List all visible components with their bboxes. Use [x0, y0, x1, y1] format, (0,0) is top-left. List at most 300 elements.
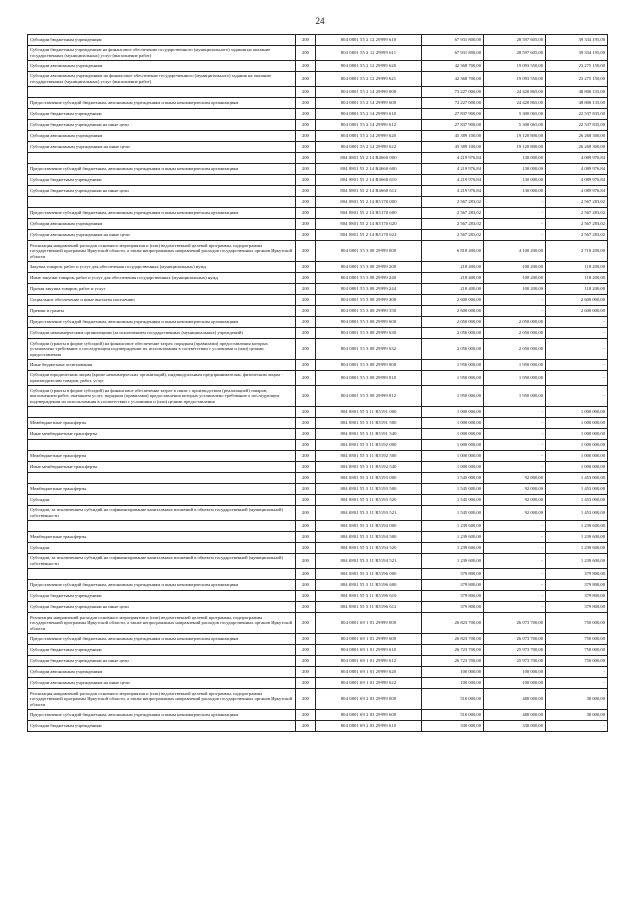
item-name-cell: Субсидии бюджетным учреждениям на финансовое обеспечение государственного (муниципального) задания на оказание государственных (муниципальных) услуг (выполнение работ) [28, 46, 296, 61]
executed-amount-cell: 130 000,00 [484, 164, 546, 175]
table-row [28, 208, 608, 219]
approved-amount-cell: 510 000,00 [422, 710, 484, 721]
approved-amount-cell: 26 723 700,00 [422, 645, 484, 656]
budget-code-cell: 804 0801 55 2 14 R4660 610 [316, 175, 422, 186]
admin-code-cell: 200 [296, 72, 316, 87]
table-row [28, 164, 608, 175]
admin-code-cell: 200 [296, 543, 316, 554]
budget-code-cell: 804 0801 55 3 11 R5192 000 [316, 440, 422, 451]
table-row [28, 273, 608, 284]
approved-amount-cell: 1 545 000,00 [422, 495, 484, 506]
item-name-cell: Иные закупки товаров, работ и услуг для обеспечения государственных (муниципальных) нужд [28, 273, 296, 284]
table-row [28, 634, 608, 645]
remaining-amount-cell: 1 453 000,00 [546, 484, 608, 495]
remaining-amount-cell: 1 453 000,00 [546, 506, 608, 521]
item-name-cell: Реализация направлений расходов основного мероприятия и (или) ведомственной целевой программы, подпрограммы государственной программы Иркутской области, а также непрограммных направлений расходов государственных органов Иркутской области [28, 689, 296, 710]
approved-amount-cell: 2 567 283,02 [422, 197, 484, 208]
budget-code-cell: 804 0801 55 3 11 R5194 000 [316, 521, 422, 532]
remaining-amount-cell: 750 000,00 [546, 634, 608, 645]
table-row [28, 462, 608, 473]
budget-code-cell: 804 0801 69 2 03 29999 610 [316, 721, 422, 732]
item-name-cell: Субсидии автономным учреждениям [28, 61, 296, 72]
admin-code-cell: 200 [296, 532, 316, 543]
admin-code-cell: 200 [296, 580, 316, 591]
table-row [28, 521, 608, 532]
item-name-cell: Иные межбюджетные трансферты [28, 462, 296, 473]
table-row [28, 109, 608, 120]
table-row [28, 72, 608, 87]
admin-code-cell: 200 [296, 87, 316, 98]
admin-code-cell: 200 [296, 317, 316, 328]
table-row [28, 721, 608, 732]
budget-code-cell: 804 0801 55 2 14 R4660 600 [316, 164, 422, 175]
budget-code-cell: 804 0801 55 2 14 R5170 620 [316, 219, 422, 230]
budget-code-cell: 804 0801 55 2 12 29999 610 [316, 35, 422, 46]
executed-amount-cell: 92 000,00 [484, 506, 546, 521]
admin-code-cell: 200 [296, 473, 316, 484]
item-name-cell: Субсидии автономным учреждениям на иные цели [28, 230, 296, 241]
approved-amount-cell: 1 000 000,00 [422, 418, 484, 429]
item-name-cell: Субсидии автономным учреждениям [28, 131, 296, 142]
executed-amount-cell: 26 073 700,00 [484, 613, 546, 634]
remaining-amount-cell: 2 567 283,02 [546, 208, 608, 219]
admin-code-cell: 200 [296, 634, 316, 645]
table-row [28, 241, 608, 262]
remaining-amount-cell: 750 000,00 [546, 656, 608, 667]
budget-code-cell: 804 0801 55 3 11 R5196 610 [316, 591, 422, 602]
remaining-amount-cell: 23 275 150,00 [546, 61, 608, 72]
executed-amount-cell: 92 000,00 [484, 495, 546, 506]
executed-amount-cell: 100 000,00 [484, 667, 546, 678]
executed-amount-cell: - [484, 295, 546, 306]
table-row [28, 131, 608, 142]
item-name-cell: Субсидии бюджетным учреждениям на иные цели [28, 120, 296, 131]
table-row [28, 429, 608, 440]
budget-code-cell: 804 0801 55 2 12 29999 620 [316, 61, 422, 72]
executed-amount-cell: 130 000,00 [484, 153, 546, 164]
admin-code-cell: 200 [296, 241, 316, 262]
admin-code-cell: 200 [296, 98, 316, 109]
remaining-amount-cell: 2 567 283,02 [546, 230, 608, 241]
admin-code-cell: 200 [296, 186, 316, 197]
remaining-amount-cell: - [546, 678, 608, 689]
item-name-cell: Субсидии бюджетным учреждениям на иные цели [28, 602, 296, 613]
remaining-amount-cell: 2 718 200,00 [546, 241, 608, 262]
admin-code-cell: 200 [296, 109, 316, 120]
item-name-cell: Межбюджетные трансферты [28, 484, 296, 495]
budget-code-cell: 804 0801 55 3 08 29999 632 [316, 339, 422, 360]
budget-code-cell: 804 0801 55 2 14 29999 622 [316, 142, 422, 153]
table-row [28, 360, 608, 371]
remaining-amount-cell: - [546, 360, 608, 371]
remaining-amount-cell: 30 000,00 [546, 689, 608, 710]
remaining-amount-cell: 2 567 283,02 [546, 197, 608, 208]
budget-code-cell: 804 0801 55 3 11 R5196 612 [316, 602, 422, 613]
remaining-amount-cell: - [546, 386, 608, 407]
remaining-amount-cell: 379 800,00 [546, 569, 608, 580]
table-row [28, 98, 608, 109]
table-row [28, 386, 608, 407]
approved-amount-cell: 45 389 100,00 [422, 131, 484, 142]
approved-amount-cell: 379 800,00 [422, 569, 484, 580]
remaining-amount-cell: 39 334 195,00 [546, 46, 608, 61]
approved-amount-cell: 1 239 600,00 [422, 554, 484, 569]
remaining-amount-cell: 30 000,00 [546, 710, 608, 721]
budget-code-cell: 804 0801 69 1 01 29999 610 [316, 645, 422, 656]
admin-code-cell: 200 [296, 554, 316, 569]
executed-amount-cell: 2 050 000,00 [484, 328, 546, 339]
remaining-amount-cell: 39 334 195,00 [546, 35, 608, 46]
executed-amount-cell: 1 950 000,00 [484, 386, 546, 407]
executed-amount-cell: 130 000,00 [484, 186, 546, 197]
table-row [28, 473, 608, 484]
approved-amount-cell: 4 219 976,84 [422, 186, 484, 197]
executed-amount-cell: 92 000,00 [484, 484, 546, 495]
approved-amount-cell: 1 000 000,00 [422, 407, 484, 418]
item-name-cell: Предоставление субсидий бюджетным, автономным учреждениям и иным некоммерческим организациям [28, 710, 296, 721]
admin-code-cell: 200 [296, 219, 316, 230]
remaining-amount-cell: 1 000 000,00 [546, 418, 608, 429]
remaining-amount-cell: 26 268 300,00 [546, 131, 608, 142]
executed-amount-cell: 2 050 000,00 [484, 339, 546, 360]
approved-amount-cell: 4 219 976,84 [422, 175, 484, 186]
remaining-amount-cell: 1 000 000,00 [546, 407, 608, 418]
executed-amount-cell: 2 050 000,00 [484, 317, 546, 328]
executed-amount-cell: 19 120 800,00 [484, 142, 546, 153]
budget-code-cell: 804 0801 55 3 11 R5191 540 [316, 429, 422, 440]
table-row [28, 613, 608, 634]
budget-code-cell: 804 0801 55 2 14 29999 600 [316, 98, 422, 109]
approved-amount-cell: 6 818 400,00 [422, 241, 484, 262]
admin-code-cell: 200 [296, 495, 316, 506]
budget-code-cell: 804 0801 55 3 08 29999 200 [316, 262, 422, 273]
table-row [28, 230, 608, 241]
executed-amount-cell: 5 300 065,00 [484, 120, 546, 131]
budget-code-cell: 804 0801 55 3 11 R5196 000 [316, 569, 422, 580]
table-row [28, 295, 608, 306]
item-name-cell: Межбюджетные трансферты [28, 418, 296, 429]
budget-code-cell: 804 0801 55 2 14 29999 620 [316, 131, 422, 142]
remaining-amount-cell: 1 239 600,00 [546, 532, 608, 543]
remaining-amount-cell: 750 000,00 [546, 645, 608, 656]
admin-code-cell: 200 [296, 602, 316, 613]
admin-code-cell: 200 [296, 35, 316, 46]
remaining-amount-cell: 1 239 600,00 [546, 543, 608, 554]
executed-amount-cell: - [484, 429, 546, 440]
remaining-amount-cell: 4 089 976,84 [546, 164, 608, 175]
executed-amount-cell: - [484, 580, 546, 591]
table-row [28, 656, 608, 667]
item-name-cell: Межбюджетные трансферты [28, 451, 296, 462]
table-row [28, 710, 608, 721]
item-name-cell: Субсидии бюджетным учреждениям [28, 591, 296, 602]
executed-amount-cell: 24 420 865,00 [484, 87, 546, 98]
remaining-amount-cell: 379 800,00 [546, 580, 608, 591]
approved-amount-cell: 1 000 000,00 [422, 451, 484, 462]
admin-code-cell: 200 [296, 295, 316, 306]
table-row [28, 645, 608, 656]
approved-amount-cell: 1 950 000,00 [422, 360, 484, 371]
executed-amount-cell: 100 200,00 [484, 273, 546, 284]
item-name-cell [28, 473, 296, 484]
admin-code-cell: 200 [296, 613, 316, 634]
executed-amount-cell: 25 973 700,00 [484, 656, 546, 667]
remaining-amount-cell: 118 200,00 [546, 262, 608, 273]
table-row [28, 440, 608, 451]
executed-amount-cell: 28 597 605,00 [484, 46, 546, 61]
table-row [28, 689, 608, 710]
executed-amount-cell: - [484, 418, 546, 429]
admin-code-cell: 200 [296, 339, 316, 360]
remaining-amount-cell: - [546, 371, 608, 386]
budget-code-cell: 804 0801 69 1 01 29999 600 [316, 634, 422, 645]
approved-amount-cell: 218 400,00 [422, 284, 484, 295]
remaining-amount-cell: - [546, 721, 608, 732]
admin-code-cell: 200 [296, 484, 316, 495]
remaining-amount-cell: 23 275 150,00 [546, 72, 608, 87]
executed-amount-cell: 26 073 700,00 [484, 634, 546, 645]
item-name-cell: Реализация направлений расходов основного мероприятия и (или) ведомственной целевой программы, подпрограммы государственной программы Иркутской области, а также непрограммных направлений расходов государственных органов Иркутской области [28, 241, 296, 262]
budget-code-cell: 804 0801 55 3 08 29999 240 [316, 273, 422, 284]
table-row [28, 371, 608, 386]
remaining-amount-cell: 22 537 835,00 [546, 120, 608, 131]
item-name-cell: Реализация направлений расходов основного мероприятия и (или) ведомственной целевой программы, подпрограммы государственной программы Иркутской области, а также непрограммных направлений расходов государственных органов Иркутской области [28, 613, 296, 634]
executed-amount-cell: - [484, 230, 546, 241]
table-row [28, 667, 608, 678]
executed-amount-cell: - [484, 602, 546, 613]
approved-amount-cell: 2 050 000,00 [422, 317, 484, 328]
budget-code-cell: 804 0801 55 3 08 29999 300 [316, 295, 422, 306]
executed-amount-cell: 5 300 065,00 [484, 109, 546, 120]
remaining-amount-cell: 1 239 600,00 [546, 554, 608, 569]
table-row [28, 186, 608, 197]
executed-amount-cell: - [484, 554, 546, 569]
item-name-cell: Премии и гранты [28, 306, 296, 317]
item-name-cell: Предоставление субсидий бюджетным, автономным учреждениям и иным некоммерческим организациям [28, 164, 296, 175]
executed-amount-cell: 4 100 200,00 [484, 241, 546, 262]
budget-code-cell: 804 0801 69 1 01 29999 612 [316, 656, 422, 667]
executed-amount-cell: - [484, 521, 546, 532]
executed-amount-cell: - [484, 462, 546, 473]
admin-code-cell: 200 [296, 230, 316, 241]
item-name-cell: Предоставление субсидий бюджетным, автономным учреждениям и иным некоммерческим организациям [28, 98, 296, 109]
approved-amount-cell: 27 837 900,00 [422, 120, 484, 131]
table-row [28, 532, 608, 543]
executed-amount-cell: 24 420 865,00 [484, 98, 546, 109]
table-row [28, 339, 608, 360]
admin-code-cell: 200 [296, 678, 316, 689]
executed-amount-cell: 25 973 700,00 [484, 645, 546, 656]
admin-code-cell: 200 [296, 142, 316, 153]
approved-amount-cell: 2 600 000,00 [422, 306, 484, 317]
budget-code-cell: 804 0801 55 3 11 R5193 521 [316, 506, 422, 521]
approved-amount-cell: 379 800,00 [422, 580, 484, 591]
approved-amount-cell: 73 227 000,00 [422, 87, 484, 98]
item-name-cell: Закупка товаров, работ и услуг для обеспечения государственных (муниципальных) нужд [28, 262, 296, 273]
table-row [28, 219, 608, 230]
item-name-cell: Субсидии автономным учреждениям на иные цели [28, 142, 296, 153]
budget-code-cell: 804 0801 55 3 11 R5194 521 [316, 554, 422, 569]
remaining-amount-cell: 1 000 000,00 [546, 451, 608, 462]
executed-amount-cell: 19 120 800,00 [484, 131, 546, 142]
table-row [28, 46, 608, 61]
admin-code-cell: 200 [296, 386, 316, 407]
remaining-amount-cell: 4 089 976,84 [546, 175, 608, 186]
table-row [28, 554, 608, 569]
admin-code-cell: 200 [296, 462, 316, 473]
admin-code-cell: 200 [296, 451, 316, 462]
remaining-amount-cell: 379 800,00 [546, 602, 608, 613]
approved-amount-cell: 379 800,00 [422, 602, 484, 613]
remaining-amount-cell: 118 200,00 [546, 284, 608, 295]
remaining-amount-cell: - [546, 328, 608, 339]
approved-amount-cell: 2 050 000,00 [422, 339, 484, 360]
executed-amount-cell: - [484, 407, 546, 418]
budget-code-cell: 804 0801 55 3 11 R5192 500 [316, 451, 422, 462]
budget-code-cell: 804 0801 55 2 12 29999 621 [316, 72, 422, 87]
remaining-amount-cell: 379 800,00 [546, 591, 608, 602]
remaining-amount-cell: 22 537 835,00 [546, 109, 608, 120]
approved-amount-cell: 26 723 700,00 [422, 656, 484, 667]
budget-code-cell: 804 0801 55 3 11 R5191 500 [316, 418, 422, 429]
approved-amount-cell: 218 400,00 [422, 273, 484, 284]
approved-amount-cell: 1 239 600,00 [422, 543, 484, 554]
budget-code-cell: 804 0801 55 2 14 R5170 600 [316, 208, 422, 219]
item-name-cell: Субсидии автономным учреждениям на иные цели [28, 678, 296, 689]
item-name-cell [28, 407, 296, 418]
approved-amount-cell: 45 389 100,00 [422, 142, 484, 153]
budget-code-cell: 804 0801 55 3 11 R5196 600 [316, 580, 422, 591]
item-name-cell: Предоставление субсидий бюджетным, автономным учреждениям и иным некоммерческим организациям [28, 317, 296, 328]
item-name-cell: Субсидии юридическим лицам (кроме некоммерческих организаций), индивидуальным предпринимателям, физическим лицам - производителям товаров, работ, услуг [28, 371, 296, 386]
table-row [28, 678, 608, 689]
table-row [28, 543, 608, 554]
budget-code-cell: 804 0801 55 2 14 R4660 000 [316, 153, 422, 164]
budget-code-cell: 804 0801 55 3 11 R5193 500 [316, 484, 422, 495]
item-name-cell: Субсидии бюджетным учреждениям [28, 35, 296, 46]
approved-amount-cell: 1 545 000,00 [422, 484, 484, 495]
remaining-amount-cell: 4 089 976,84 [546, 186, 608, 197]
approved-amount-cell: 2 050 000,00 [422, 328, 484, 339]
admin-code-cell: 200 [296, 262, 316, 273]
item-name-cell: Иные межбюджетные трансферты [28, 429, 296, 440]
admin-code-cell: 200 [296, 689, 316, 710]
admin-code-cell: 200 [296, 208, 316, 219]
budget-code-cell: 804 0801 55 3 11 R5193 000 [316, 473, 422, 484]
item-name-cell: Субсидии, за исключением субсидий на софинансирование капитальных вложений в объекты государственной (муниципальной) собственности [28, 506, 296, 521]
budget-code-cell: 804 0801 55 2 14 R5170 622 [316, 230, 422, 241]
admin-code-cell: 200 [296, 721, 316, 732]
budget-code-cell: 804 0801 69 1 01 29999 622 [316, 678, 422, 689]
item-name-cell: Субсидии бюджетным учреждениям [28, 721, 296, 732]
budget-code-cell: 804 0801 69 2 03 29999 600 [316, 710, 422, 721]
approved-amount-cell: 2 567 283,02 [422, 219, 484, 230]
approved-amount-cell: 1 950 000,00 [422, 371, 484, 386]
table-row [28, 120, 608, 131]
executed-amount-cell: 1 950 000,00 [484, 371, 546, 386]
item-name-cell: Субсидии бюджетным учреждениям [28, 645, 296, 656]
remaining-amount-cell: 2 600 000,00 [546, 295, 608, 306]
executed-amount-cell: - [484, 591, 546, 602]
item-name-cell: Субсидии, за исключением субсидий на софинансирование капитальных вложений в объекты государственной (муниципальной) собственности [28, 554, 296, 569]
approved-amount-cell: 4 219 976,84 [422, 164, 484, 175]
table-row [28, 153, 608, 164]
executed-amount-cell: 100 200,00 [484, 284, 546, 295]
admin-code-cell: 200 [296, 273, 316, 284]
budget-code-cell: 804 0801 55 3 08 29999 600 [316, 317, 422, 328]
executed-amount-cell: 330 000,00 [484, 721, 546, 732]
item-name-cell: Субсидии автономным учреждениям [28, 667, 296, 678]
table-row [28, 142, 608, 153]
executed-amount-cell: 130 000,00 [484, 175, 546, 186]
table-row [28, 61, 608, 72]
item-name-cell: Субсидии некоммерческим организациям (за исключением государственных (муниципальных) учреждений) [28, 328, 296, 339]
item-name-cell: Субсидии бюджетным учреждениям [28, 175, 296, 186]
remaining-amount-cell: 1 000 000,00 [546, 440, 608, 451]
budget-table-body [28, 35, 608, 732]
admin-code-cell: 200 [296, 569, 316, 580]
budget-code-cell: 804 0801 55 3 11 R5194 500 [316, 532, 422, 543]
budget-code-cell: 804 0801 69 2 03 29999 000 [316, 689, 422, 710]
approved-amount-cell: 1 545 000,00 [422, 473, 484, 484]
approved-amount-cell: 67 931 800,00 [422, 46, 484, 61]
executed-amount-cell: - [484, 219, 546, 230]
budget-code-cell: 804 0801 55 3 11 R5192 540 [316, 462, 422, 473]
item-name-cell: Субсидии бюджетным учреждениям [28, 109, 296, 120]
table-row [28, 495, 608, 506]
executed-amount-cell: - [484, 532, 546, 543]
budget-code-cell: 804 0801 55 3 08 29999 812 [316, 386, 422, 407]
item-name-cell: Субсидии (гранты в форме субсидий) на финансовое обеспечение затрат в связи с производством (реализацией) товаров, выполнением работ, оказанием услуг, порядком (правилами) предоставления которых установлено требование о последующем подтверждении их использования в соответствии с условиями и (или) целями предоставления [28, 386, 296, 407]
remaining-amount-cell: 4 089 976,84 [546, 153, 608, 164]
budget-code-cell: 804 0801 55 2 14 29999 610 [316, 109, 422, 120]
budget-code-cell: 804 0801 55 3 08 29999 630 [316, 328, 422, 339]
admin-code-cell: 200 [296, 667, 316, 678]
item-name-cell: Субсидии автономным учреждениям [28, 219, 296, 230]
admin-code-cell: 200 [296, 429, 316, 440]
remaining-amount-cell: - [546, 317, 608, 328]
table-row [28, 506, 608, 521]
table-row [28, 284, 608, 295]
approved-amount-cell: 100 000,00 [422, 667, 484, 678]
approved-amount-cell: 1 950 000,00 [422, 386, 484, 407]
executed-amount-cell: - [484, 197, 546, 208]
remaining-amount-cell: 750 000,00 [546, 613, 608, 634]
approved-amount-cell: 42 368 700,00 [422, 61, 484, 72]
admin-code-cell: 200 [296, 153, 316, 164]
remaining-amount-cell: - [546, 667, 608, 678]
table-row [28, 306, 608, 317]
executed-amount-cell: - [484, 543, 546, 554]
item-name-cell [28, 440, 296, 451]
approved-amount-cell: 26 823 700,00 [422, 613, 484, 634]
table-row [28, 317, 608, 328]
admin-code-cell: 200 [296, 360, 316, 371]
remaining-amount-cell: 118 200,00 [546, 273, 608, 284]
admin-code-cell: 200 [296, 418, 316, 429]
budget-code-cell: 804 0801 55 2 14 R5170 000 [316, 197, 422, 208]
remaining-amount-cell: 48 806 135,00 [546, 98, 608, 109]
executed-amount-cell: 480 000,00 [484, 710, 546, 721]
budget-code-cell: 804 0801 55 3 11 R5194 520 [316, 543, 422, 554]
item-name-cell: Предоставление субсидий бюджетным, автономным учреждениям и иным некоммерческим организациям [28, 580, 296, 591]
admin-code-cell: 200 [296, 46, 316, 61]
executed-amount-cell: - [484, 451, 546, 462]
item-name-cell: Субсидии бюджетным учреждениям на иные цели [28, 656, 296, 667]
executed-amount-cell: 100 200,00 [484, 262, 546, 273]
executed-amount-cell: 19 093 550,00 [484, 61, 546, 72]
executed-amount-cell: - [484, 306, 546, 317]
